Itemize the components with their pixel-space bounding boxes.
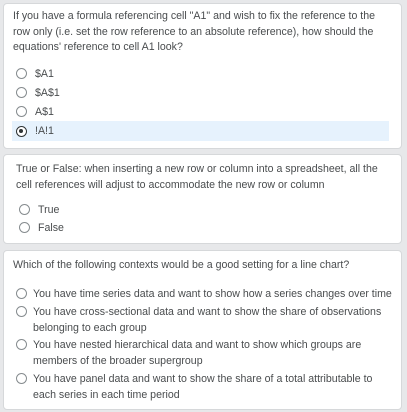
radio-button[interactable] [16,106,27,117]
option-label: You have time series data and want to show how a series changes over time [33,288,392,300]
answer-option[interactable] [13,337,393,369]
option-label: False [38,221,64,234]
radio-button[interactable] [16,68,27,79]
option-label: $A$1 [35,86,60,99]
option-label: True [38,203,60,216]
radio-button-checked[interactable] [16,126,27,137]
question-text: If you have a formula referencing cell "A1" and wish to fix the reference to the row only (i.e. set the row reference to an absolute reference), how should the equations' reference to cell A1 look? [13,10,376,53]
answer-option[interactable] [12,103,389,120]
radio-button[interactable] [16,87,27,98]
radio-button[interactable] [16,373,27,384]
answer-option[interactable] [13,304,393,336]
radio-button[interactable] [19,222,30,233]
question-card-2 [3,154,402,244]
radio-button[interactable] [16,306,27,317]
question-card-3 [3,250,402,410]
question-text: True or False: when inserting a new row or column into a spreadsheet, all the cell references will adjust to accommodate the new row or column [16,163,378,191]
answer-option[interactable] [12,201,389,218]
question-text: Which of the following contexts would be a good setting for a line chart? [13,259,350,271]
option-label: You have nested hierarchical data and want to show which groups are members of the broader supergroup [33,339,362,367]
option-label: $A1 [35,67,54,80]
answer-option[interactable] [12,219,389,236]
answer-option-selected[interactable] [12,121,389,141]
option-label: You have cross-sectional data and want to show the share of observations belonging to each group [33,306,382,334]
option-label: You have panel data and want to show the share of a total attributable to each series in each time period [33,373,373,401]
answer-option[interactable] [12,84,389,101]
option-label: !A!1 [35,125,54,137]
option-label: A$1 [35,105,54,118]
answer-option[interactable] [13,371,393,403]
radio-button[interactable] [16,339,27,350]
answer-option[interactable] [12,65,389,82]
question-card-1 [3,3,402,149]
radio-button[interactable] [16,288,27,299]
answer-option[interactable] [13,286,393,302]
radio-button[interactable] [19,204,30,215]
